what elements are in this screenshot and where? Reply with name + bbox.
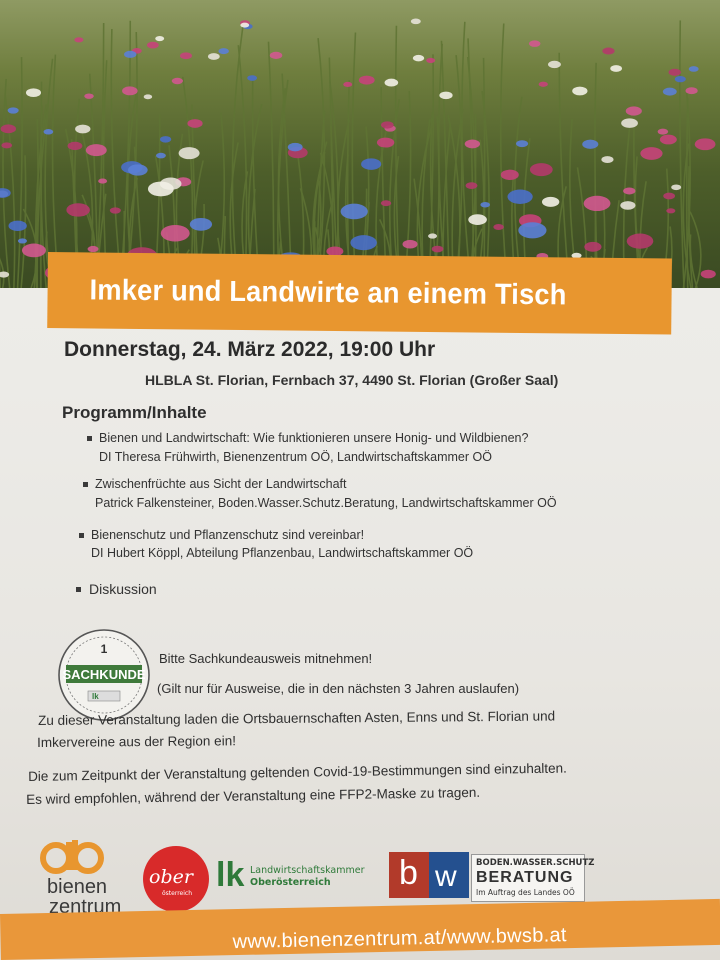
blossom — [686, 87, 698, 94]
blossom — [343, 82, 352, 87]
blossom — [403, 240, 418, 249]
bullet-icon — [76, 587, 81, 592]
blossom — [18, 238, 27, 243]
blossom — [542, 197, 559, 207]
sachkunde-line-1: Bitte Sachkundeausweis mitnehmen! — [159, 651, 373, 666]
blossom — [75, 125, 90, 134]
blossom — [701, 270, 716, 279]
blossom — [501, 170, 519, 180]
program-item-1-speaker: DI Theresa Frühwirth, Bienenzentrum OÖ, Landwirtschaftskammer OÖ — [99, 450, 492, 464]
bienenzentrum-word-2: zentrum — [49, 896, 122, 918]
blossom — [180, 52, 192, 59]
sachkunde-seal-icon — [56, 627, 152, 723]
blossom — [621, 118, 638, 128]
blossom — [247, 75, 257, 81]
blossom — [288, 143, 303, 151]
blossom — [88, 246, 99, 252]
covid-line-1: Die zum Zeitpunkt der Veranstaltung geltenden Covid-19-Bestimmungen sind einzuhalten. — [28, 760, 567, 784]
blossom — [240, 23, 249, 28]
blossom — [572, 87, 587, 96]
program-item-3-topic: Bienenschutz und Pflanzenschutz sind vereinbar! — [91, 528, 365, 542]
blossom — [689, 66, 699, 72]
blossom — [68, 142, 83, 150]
lk-name-2: Oberösterreich — [250, 877, 331, 888]
blossom — [155, 36, 164, 41]
bullet-icon — [83, 482, 88, 487]
blossom — [179, 147, 200, 159]
program-item-4-topic: Diskussion — [89, 581, 157, 597]
invitation-line-1: Zu dieser Veranstaltung laden die Ortsbauernschaften Asten, Enns und St. Florian und — [38, 708, 556, 728]
blossom — [122, 86, 138, 95]
blossom — [156, 153, 166, 159]
blossom — [610, 65, 622, 72]
blossom — [361, 158, 381, 169]
program-item-1-topic: Bienen und Landwirtschaft: Wie funktionieren unsere Honig- und Wildbienen? — [99, 431, 529, 445]
svg-text:lk: lk — [92, 692, 99, 701]
seal-text: SACHKUNDE — [62, 667, 146, 682]
blossom — [218, 48, 228, 54]
blossom — [270, 52, 283, 59]
title-banner — [47, 252, 672, 335]
blossom — [658, 129, 668, 135]
invitation-line-2: Imkervereine aus der Region ein! — [37, 733, 236, 750]
lk-logo-icon: lk — [216, 856, 245, 894]
blossom — [385, 79, 399, 87]
blossom — [413, 55, 424, 61]
blossom — [128, 164, 148, 175]
oberoesterreich-logo-icon — [143, 846, 209, 912]
blossom — [22, 244, 46, 258]
footer-url: www.bienenzentrum.at/www.bwsb.at — [232, 924, 568, 954]
blossom — [480, 202, 490, 207]
bwsb-line-3: Im Auftrag des Landes OÖ — [476, 888, 575, 897]
bwsb-w-block — [429, 852, 469, 898]
sachkunde-line-2: (Gilt nur für Ausweise, die in den nächsten 3 Jahren auslaufen) — [157, 681, 520, 696]
blossom — [66, 203, 90, 216]
blossom — [660, 135, 677, 145]
blossom — [663, 88, 677, 96]
blossom — [584, 242, 601, 252]
blossom — [359, 76, 375, 85]
blossom — [144, 94, 152, 99]
bwsb-line-2: BERATUNG — [476, 869, 574, 886]
blossom — [626, 106, 642, 115]
blossom — [44, 129, 54, 135]
meadow-image — [0, 0, 720, 288]
seal-number: 1 — [100, 642, 108, 656]
blossom — [582, 140, 598, 149]
blossom — [671, 184, 681, 190]
blossom — [124, 51, 136, 58]
blossom — [147, 42, 159, 49]
program-heading: Programm/Inhalte — [62, 403, 207, 422]
blossom — [666, 208, 675, 213]
blossom — [74, 37, 83, 42]
blossom — [466, 182, 478, 189]
blossom — [381, 200, 391, 206]
lk-name-1: Landwirtschaftskammer — [250, 865, 365, 876]
blossom — [439, 92, 452, 100]
blossom — [86, 144, 107, 156]
blossom — [623, 187, 635, 194]
blossom — [675, 76, 686, 82]
blossom — [507, 190, 532, 204]
blossom — [530, 163, 553, 176]
blossom — [620, 201, 635, 210]
wildflower-meadow-photo — [0, 0, 720, 288]
blossom — [9, 221, 27, 231]
blossom — [432, 246, 444, 253]
blossom — [1, 124, 16, 133]
ober-text: ober — [149, 866, 193, 888]
bullet-icon — [87, 436, 92, 441]
blossom — [695, 138, 716, 150]
bwsb-b-block — [389, 852, 429, 898]
blossom — [161, 225, 190, 242]
bullet-icon — [79, 533, 84, 538]
blossom — [84, 93, 93, 98]
program-item-2-speaker: Patrick Falkensteiner, Boden.Wasser.Schutz.Beratung, Landwirtschaftskammer OÖ — [95, 496, 557, 510]
blossom — [428, 233, 437, 238]
event-title: Imker und Landwirte an einem Tisch — [89, 273, 567, 311]
blossom — [377, 138, 394, 148]
blossom — [601, 156, 613, 163]
blossom — [627, 234, 654, 249]
blossom — [187, 119, 202, 128]
blossom — [98, 179, 107, 184]
event-venue: HLBLA St. Florian, Fernbach 37, 4490 St. Florian (Großer Saal) — [145, 372, 559, 388]
blossom — [669, 69, 681, 76]
ober-sub: österreich — [162, 890, 192, 897]
blossom — [411, 18, 421, 24]
blossom — [160, 136, 171, 142]
bwsb-b: b — [399, 854, 418, 892]
event-date: Donnerstag, 24. März 2022, 19:00 Uhr — [64, 338, 436, 361]
blossom — [381, 121, 394, 128]
blossom — [148, 182, 174, 197]
blossom — [468, 214, 487, 225]
blossom — [341, 204, 368, 220]
blossom — [663, 193, 675, 200]
blossom — [426, 58, 435, 63]
blossom — [493, 224, 503, 230]
blossom — [602, 48, 614, 55]
program-item-2-topic: Zwischenfrüchte aus Sicht der Landwirtschaft — [95, 477, 347, 491]
blossom — [350, 235, 376, 250]
blossom — [1, 142, 12, 148]
bienenzentrum-word-1: bienen — [47, 876, 108, 898]
bwsb-text-box — [471, 854, 595, 902]
blossom — [26, 88, 41, 97]
blossom — [465, 140, 480, 149]
blossom — [539, 82, 548, 87]
covid-line-2: Es wird empfohlen, während der Veranstaltung eine FFP2-Maske zu tragen. — [26, 784, 481, 807]
blossom — [8, 107, 19, 113]
blossom — [190, 218, 212, 231]
bienenzentrum-logo-icon — [36, 836, 116, 876]
blossom — [208, 53, 220, 60]
blossom — [518, 222, 546, 238]
blossom — [548, 61, 561, 68]
blossom — [516, 140, 528, 147]
blossom — [110, 207, 121, 213]
blossom — [529, 40, 540, 47]
bwsb-line-1: BODEN.WASSER.SCHUTZ — [476, 858, 595, 868]
program-item-3-speaker: DI Hubert Köppl, Abteilung Pflanzenbau, Landwirtschaftskammer OÖ — [91, 546, 474, 560]
blossom — [584, 196, 611, 211]
bwsb-w: w — [435, 860, 457, 893]
blossom — [172, 78, 183, 84]
blossom — [640, 147, 662, 160]
